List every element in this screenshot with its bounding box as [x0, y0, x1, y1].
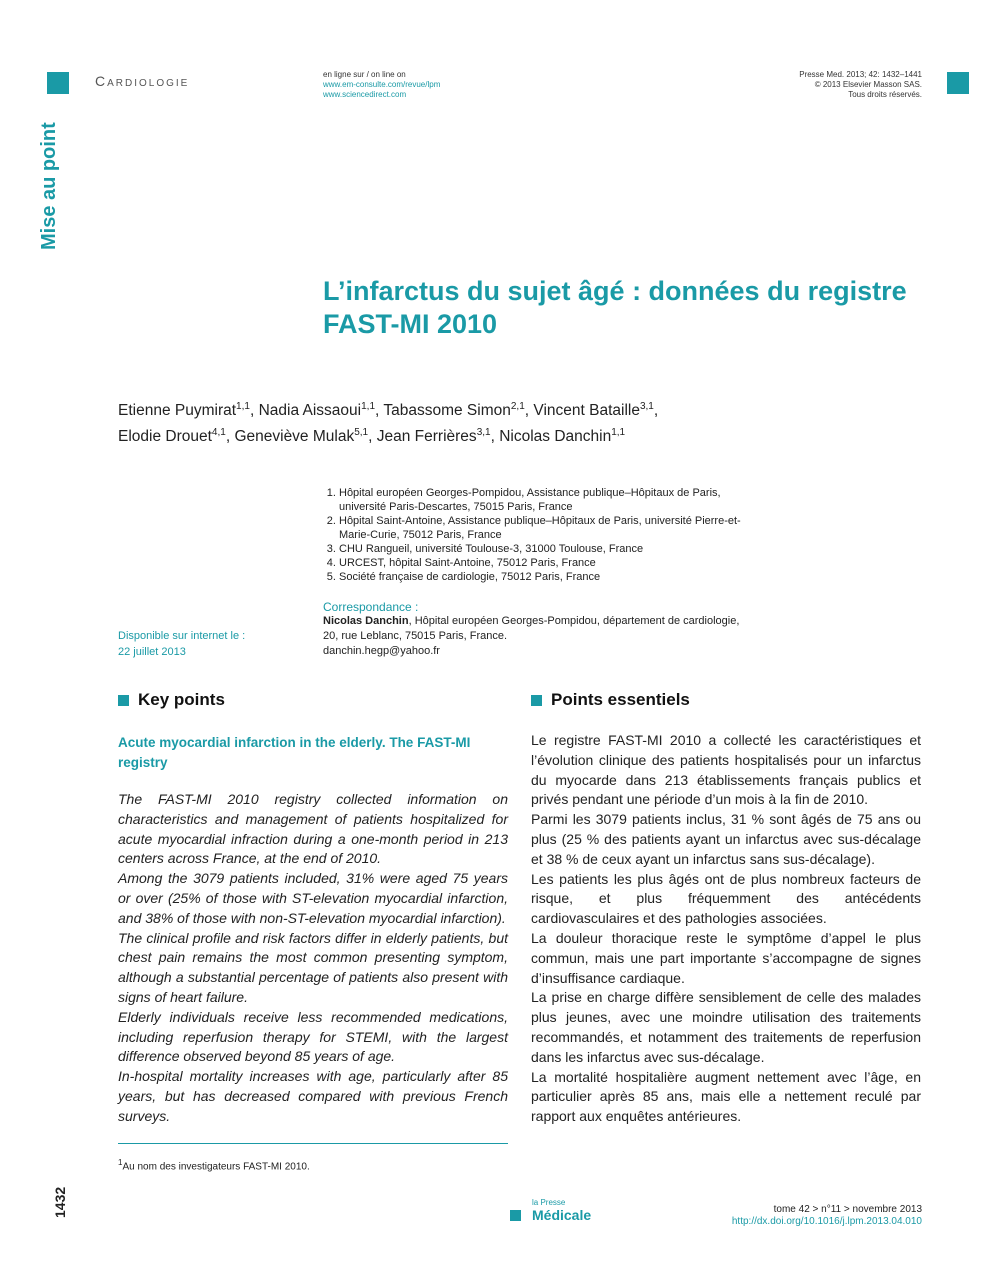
- affiliation-list: [323, 486, 759, 584]
- correspondence-line-1: [323, 614, 753, 629]
- author-name: Elodie Drouet: [118, 428, 212, 446]
- correspondence-email[interactable]: danchin.hegp@yahoo.fr: [323, 645, 440, 657]
- author-name: Nadia Aissaoui: [258, 402, 362, 420]
- point-essentiel-paragraph: Parmi les 3079 patients inclus, 31 % sont âgés de 75 ans ou plus (25 % des patients ayant un infarctus avec sus-décalage et 38 % de ceux ayant un infarctus sans sus-décalage).: [531, 811, 921, 867]
- citation: Presse Med. 2013; 42: 1432–1441: [799, 70, 922, 79]
- correspondence-block: [323, 600, 753, 659]
- author-affil: 2,1: [510, 401, 525, 412]
- correspondence-heading: Correspondance :: [323, 600, 419, 614]
- logo-square-icon: [510, 1210, 521, 1221]
- citation-block: [799, 70, 922, 100]
- author-affil: 1,1: [611, 427, 626, 439]
- author-affil: 5,1: [354, 427, 369, 439]
- point-essentiel-paragraph: Les patients les plus âgés ont de plus nombreux facteurs de risque, et plus fréquemment des antécédents cardiovasculaires et des pathologies associées.: [531, 870, 921, 927]
- key-point-paragraph: In-hospital mortality increases with age, particularly after 85 years, but has decreased compared with previous French surveys.: [118, 1068, 508, 1124]
- author-line-2: Elodie Drouet$^{4,1}$, Geneviève Mulak$^{5,1}$, Jean Ferrières$^{3,1}$, Nicolas Danchin$^{1,1}$: [118, 427, 626, 446]
- logo-text: [532, 1197, 591, 1223]
- point-essentiel-paragraph: La prise en charge diffère sensiblement de celle des malades plus jeunes, avec une moindre utilisation des traitements recommandés, et notamment des traitements de reperfusion dans les infarctus avec sus-décalage.: [531, 989, 921, 1065]
- doi-link[interactable]: http://dx.doi.org/10.1016/j.lpm.2013.04.010: [731, 1216, 922, 1227]
- key-points-title: Key points: [138, 690, 225, 709]
- online-block: [323, 70, 440, 100]
- key-point-paragraph: Among the 3079 patients included, 31% were aged 75 years or over (25% of those with ST-elevation myocardial infarction, and 38% of those with non-ST-elevation myocardial infarction).: [118, 870, 508, 926]
- availability-block: [118, 628, 245, 660]
- key-point-paragraph: Elderly individuals receive less recommended medications, including reperfusion therapy for STEMI, with the largest difference observed beyond 85 years of age.: [118, 1008, 508, 1065]
- author-name: Etienne Puymirat: [118, 402, 237, 420]
- availability-label: Disponible sur internet le :: [118, 630, 246, 642]
- author-name: Vincent Bataille: [533, 402, 640, 420]
- section-label: Cardiologie: [95, 73, 190, 89]
- key-points-subheading: Acute myocardial infarction in the elderly. The FAST-MI registry: [118, 735, 471, 770]
- correspondence-address: , Hôpital européen Georges-Pompidou, département de cardiologie,: [408, 615, 740, 627]
- author-affil: 3,1: [476, 427, 491, 439]
- correspondence-line-2: 20, rue Leblanc, 75015 Paris, France.: [323, 630, 508, 642]
- correspondence-name: Nicolas Danchin: [323, 615, 409, 627]
- footer-issue-block: [732, 1204, 922, 1228]
- author-affil: 3,1: [639, 401, 654, 412]
- title-line-2: FAST-MI 2010: [323, 309, 498, 339]
- key-point-paragraph: The clinical profile and risk factors differ in elderly patients, but chest pain remains the most common presenting symptom, although a substantial percentage of patients also present with signs of heart failure.: [118, 929, 508, 1005]
- side-label: Mise au point: [38, 122, 60, 250]
- heading-square-icon: [531, 695, 542, 706]
- points-essentiels-body: [531, 731, 921, 1127]
- author-name: Geneviève Mulak: [234, 428, 355, 446]
- point-essentiel-paragraph: La douleur thoracique reste le symptôme d’appel le plus commun, mais une part importante s’accompagne de signes d’insuffisance cardiaque.: [531, 929, 921, 986]
- affiliation-item: 3. CHU Rangueil, université Toulouse-3, 31000 Toulouse, France: [339, 542, 759, 556]
- header-square-right: [947, 72, 969, 94]
- affiliation-item: 1. Hôpital européen Georges-Pompidou, Assistance publique–Hôpitaux de Paris, université Paris-Descartes, 75015 Paris, France: [339, 486, 759, 514]
- key-points-heading: [118, 690, 225, 710]
- url-sciencedirect[interactable]: www.sciencedirect.com: [323, 90, 407, 99]
- copyright: © 2013 Elsevier Masson SAS.: [814, 80, 922, 89]
- logo-small-text: la Presse: [532, 1198, 566, 1207]
- author-affil: 1,1: [236, 401, 250, 412]
- author-affil: 4,1: [211, 427, 226, 439]
- author-list: [118, 396, 758, 448]
- footnote-marker: 1: [118, 1158, 123, 1167]
- journal-logo: [510, 1197, 591, 1223]
- availability-date: 22 juillet 2013: [118, 646, 186, 658]
- page-number: 1432: [52, 1186, 68, 1218]
- affiliation-item: 2. Hôpital Saint-Antoine, Assistance publique–Hôpitaux de Paris, université Pierre-et-Marie-Curie, 75012 Paris, France: [339, 514, 759, 542]
- rights: Tous droits réservés.: [848, 90, 922, 99]
- online-label: en ligne sur / on line on: [323, 70, 406, 79]
- affiliation-item: 4. URCEST, hôpital Saint-Antoine, 75012 Paris, France: [339, 556, 759, 570]
- footnote-text: Au nom des investigateurs FAST-MI 2010.: [122, 1161, 310, 1173]
- article-title: [323, 275, 933, 341]
- author-name: Nicolas Danchin: [499, 428, 612, 446]
- footnote-divider: [118, 1143, 508, 1144]
- author-name: Tabassome Simon: [383, 402, 511, 420]
- affiliation-item: 5. Société française de cardiologie, 75012 Paris, France: [339, 570, 759, 584]
- heading-square-icon: [118, 695, 129, 706]
- key-point-paragraph: The FAST-MI 2010 registry collected information on characteristics and management of patients hospitalized for acute myocardial infraction during a one-month period in 213 centers across France, at the end of 2010.: [118, 791, 508, 867]
- title-line-1: L’infarctus du sujet âgé : données du registre: [323, 276, 907, 306]
- point-essentiel-paragraph: La mortalité hospitalière augment nettement avec l’âge, en particulier après 85 ans, mais elle a nettement reculé par rapport aux enquêtes antérieures.: [531, 1068, 921, 1125]
- author-affil: 1,1: [361, 401, 376, 412]
- points-essentiels-heading: [531, 690, 690, 710]
- point-essentiel-paragraph: Le registre FAST-MI 2010 a collecté les caractéristiques et l’évolution clinique des patients hospitalisés pour un infarctus du myocarde dans 213 établissements français publics et privés pendant une période d’un mois à la fin de 2010.: [531, 732, 921, 808]
- header-square-left: [47, 72, 69, 94]
- url-em-consulte[interactable]: www.em-consulte.com/revue/lpm: [323, 80, 441, 89]
- points-essentiels-title: Points essentiels: [551, 690, 690, 709]
- key-points-body: [118, 790, 508, 1127]
- author-name: Jean Ferrières: [376, 428, 477, 446]
- issue-info: tome 42 > n°11 > novembre 2013: [773, 1204, 922, 1215]
- logo-big-text: Médicale: [532, 1207, 592, 1223]
- author-line-1: Etienne Puymirat$^{1,1}$, Nadia Aissaoui$^{1,1}$, Tabassome Simon$^{2,1}$, Vincent Bataille$^{3,1}$,: [118, 401, 659, 420]
- footnote: [118, 1158, 310, 1172]
